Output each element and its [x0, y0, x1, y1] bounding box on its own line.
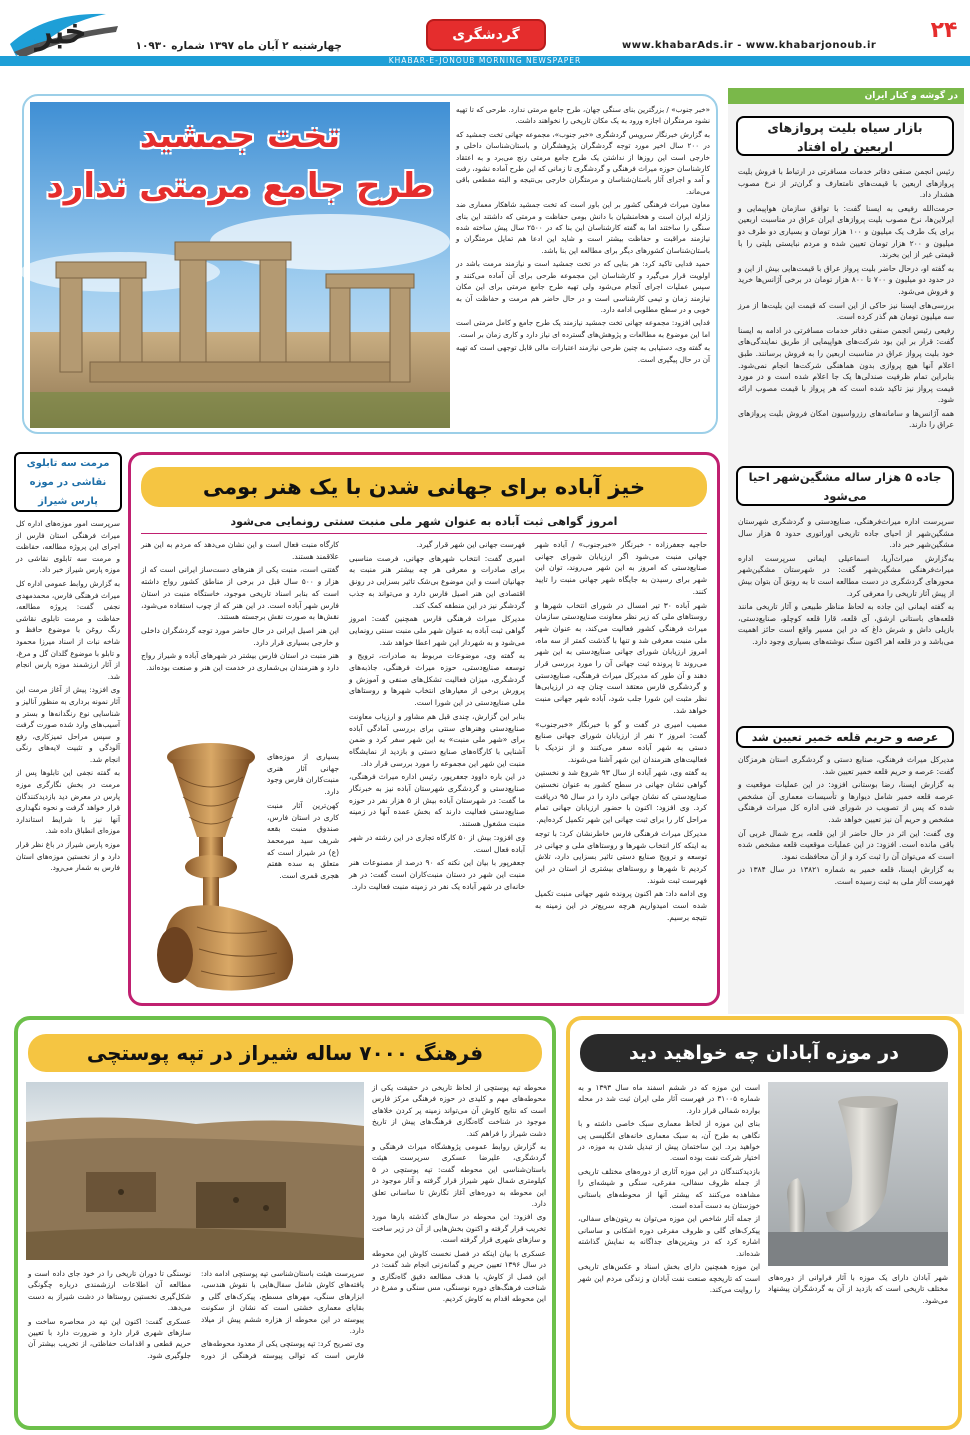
abadeh-paragraph: شهر آباده ۳۰ تیر امسال در شورای انتخاب شهرها و روستاهای ملی که زیر نظر معاونت صنایع‌دستی سازمان میراث فرهنگی کشور فعالیت می‌کند، به عنوان شهر ملی منبت معرفی شد و تنها با گذشت کمتر از سه ماه، امروز ارزیابان شورای جهانی صنایع‌دستی به این شهر می‌روند تا پرونده ثبت جهانی آن را مورد بررسی قرار دهند و آن طور که مدیرکل میراث فرهنگی، صنایع‌دستی و گردشگری فارس معتقد است چنان چه در ارزیابی‌ها نظر مثبت این شورا جلب شود، آباده شهر جهانی منبت خواهد شد.	[535, 600, 707, 715]
abadeh-paragraph: جعفرپور با بیان این نکته که ۹۰ درصد از مصنوعات هنر منبت این شهر در دستان منبت‌کاران است گفت: در هر خانه‌ای در شهر آباده یک نفر در زمینه منبت فعالیت دارد.	[349, 858, 525, 891]
abadan-paragraph: بنای این موزه از لحاظ معماری سبک خاصی داشته و با نگاهی به طرح آن، به سبک معماری خانه‌های انگلیسی پی خواهید برد. این ساختمان پیش از تبدیل شدن به موزه، در اختیار شرکت نفت بوده است.	[578, 1119, 760, 1163]
article2-paragraph: به‌گزارش میراث‌آریا، اسماعیلی ایمانی سرپرست اداره میراث‌فرهنگی مشگین‌شهر گفت: در شهرستان مشگین‌شهر محورهای گردشگری در دست مطالعه است تا به رونق آن بتوان بیش از پیش آثار تاریخی را معرفی کرد.	[738, 553, 954, 598]
abadeh-paragraph: امیری گفت: انتخاب شهرهای جهانی، فرصت مناسبی برای صادرات و معرفی هر چه بیشتر هنر منبت به جهانیان است و این موضوع بی‌شک تاثیر بسزایی در رونق اقتصادی این هنر اصیل فارس دارد و می‌تواند به جذب گردشگر نیز در این منطقه کمک کند.	[349, 553, 525, 610]
abadeh-col-mid	[349, 539, 525, 1001]
poostchi-paragraph: وی افزود: این محوطه در سال‌های گذشته بارها مورد تخریب قرار گرفته و اکنون بخش‌هایی از آن در زیر ساخت و سازهای شهری قرار گرفته است.	[372, 1212, 546, 1245]
article2-title: جاده ۵ هزار ساله مشگین‌شهر احیا می‌شود	[736, 466, 954, 506]
logo-subtext: جنوب	[20, 36, 43, 45]
article3-paragraph: به گزارش ایسنا، قلعه خمیر به شماره ۱۳۸۲۱ در سال ۱۳۸۴ در فهرست آثار ملی به ثبت رسیده است.	[738, 865, 954, 886]
abadeh-subtitle-rule	[141, 533, 707, 534]
article3-title: عرصه و حریم قلعه خمیر تعیین شد	[736, 726, 954, 748]
sidebar-header: در گوشه و کنار ایران	[728, 88, 964, 104]
abadeh-paragraph: کهن‌ترین آثار منبت کاری در استان فارس، صندوق منبت بقعه شریف سید میرمحمد (ع) در شیراز است که متعلق به سده هفتم هجری قمری است.	[267, 800, 339, 881]
abadeh-paragraph: هنر منبت در استان فارس بیشتر در شهرهای آباده و شیراز رواج دارد و هنرمندان بی‌شماری در خدمت این هنر و صنعت بوده‌اند.	[141, 651, 339, 673]
article1-paragraph: رئیس انجمن صنفی دفاتر خدمات مسافرتی در ارتباط با فروش بلیت پروازهای اربعین با قیمت‌های نامتعارف و گران‌تر از نرخ مصوب هشدار داد.	[738, 167, 954, 200]
pars-museum-article	[14, 452, 122, 1014]
abadan-col-right	[578, 1082, 760, 1420]
newspaper-logo	[6, 4, 126, 62]
poostchi-article	[14, 1016, 556, 1430]
persepolis-headline-line1: تخت جمشید	[139, 116, 341, 156]
abadan-paragraph: بازدیدکنندگان در این موزه آثاری از دوره‌های مختلف تاریخی از جمله ظروف سفالی، مفرغی، سنگی و شیشه‌ای را مشاهده می‌کنند که بیشتر آنها از محوطه‌های باستانی خوزستان به دست آمده است.	[578, 1166, 760, 1211]
article2-paragraph: سرپرست اداره میراث‌فرهنگی، صنایع‌دستی و گردشگری شهرستان مشگین‌شهر از احیای جاده تاریخی اوراتوری حدود ۵ هزار سال مشگین‌شهر خبر داد.	[738, 517, 954, 550]
pars-museum-paragraph: سرپرست امور موزه‌های اداره کل میراث فرهنگی استان فارس از اجرای این پروژه مطالعه، حفاظت و مرمت سه تابلوی نقاشی در موزه پارس شیراز خبر داد.	[16, 519, 120, 575]
persepolis-paragraph: «خبر جنوب» / بزرگترین بنای سنگی جهان، طرح جامع مرمتی ندارد. طرحی که تا تهیه نشود مرمتگران اجازه ورود به یک مکان تاریخی را نخواهند داشت.	[456, 105, 710, 126]
abadeh-paragraph: مصیب امیری در گفت و گو با خبرنگار «خبرجنوب» گفت: امروز ۲ نفر از ارزیابان شورای جهانی صنایع دستی به شهر آباده سفر می‌کنند و از نزدیک با فعالیت‌های هنرمندان این شهر آشنا می‌شوند.	[535, 719, 707, 764]
websites: www.khabarAds.ir - www.khabarjonoub.ir	[622, 40, 877, 51]
article1-paragraph: به گفته او، درحال حاضر بلیت پرواز عراق با قیمت‌هایی بیش از این و در حدود دو میلیون و ۷۰۰ تا ۸۰۰ هزار تومان در برخی آژانس‌ها خرید و فروش می‌شود.	[738, 263, 954, 296]
persepolis-paragraph: فدایی افزود: مجموعه جهانی تخت جمشید نیازمند یک طرح جامع و کامل مرمتی است اما این موضوع به مطالعات و پژوهش‌های گسترده ای نیاز دارد و کاری زمان بر است.	[456, 318, 710, 339]
logo-text: خبر	[36, 12, 87, 52]
abadeh-headline: خیز آباده برای جهانی شدن با یک هنر بومی	[141, 467, 707, 507]
article3-paragraph: به گزارش ایسنا، رضا بوستانی افزود: در این عملیات موقعیت و عرصه قلعه خمیر شامل دیوارها و تأسیسات معماری آن مشخص شده که پس از تصویب در شورای فنی اداره کل میراث فرهنگی مشخص و حریم آن نیز تعیین خواهد شد.	[738, 780, 954, 824]
persepolis-paragraph: به گفته وی، دستیابی به چنین طرحی نیازمند اعتبارات مالی قابل توجهی است که تهیه آن در حال پیگیری است.	[456, 343, 710, 364]
abadeh-paragraph: به گفته وی، شهر آباده از سال ۹۳ شروع شد و نخستین گواهی نشان جهانی در سطح کشور به عنوان نخستین صنایع‌دستی که نشان جهانی دارد را در سال ۹۵ دریافت کرد. وی افزود: اکنون با حضور ارزیابان جهانی تمام مراحل کار را برای ثبت جهانی این شهر تکمیل کرده‌ایم.	[535, 768, 708, 825]
tagline-ribbon: KHABAR-E-JONOUB MORNING NEWSPAPER	[0, 56, 970, 66]
article1-paragraph: رفیعی رئیس انجمن صنفی دفاتر خدمات مسافرتی در ادامه به ایسنا گفت: قرار بر این بود شرکت‌های هواپیمایی از طریق نمایندگی‌های خود بلیت پرواز عراق در مناسبت اربعین را به فروش برسانند. طبق اعلام آنها هیچ پروازی بدون هماهنگی شرکت‌ها انجام نمی‌شود. بنابراین تمام ظرفیت صندلی‌ها یک جا اعلام شده است و در مورد قیمت پرواز نیز تاکید شده است که هر پرواز با قیمت مصوب ارائه شود.	[738, 325, 954, 405]
article1-title: بازار سیاه بلیت پروازهای اربعین راه افتاد	[736, 116, 954, 156]
persepolis-paragraph: معاون میراث فرهنگی کشور بر این باور است که تخت جمشید شاهکار معماری ضد زلزله ایران است و هخامنشیان با دانش بومی حفاظت و مرمتی که داشتند این بنای سنگی را ساختند اما به گفته کارشناسان این بنا که در ۲۵۰۰ سال پیش ساخته شده نیازمند مراقبت و حفاظت بیشتر است و شاید این ادعا هم تمایل مرمتگران و باستان‌شناسان کشورهای دیگر برای مطالعه این بنا باشد.	[456, 200, 710, 255]
article3-paragraph: وی گفت: این اثر در حال حاضر از این قلعه، برج شمال غربی آن باقی مانده است. افزود: در این عملیات موقعیت قلعه مشخص شده است که می‌توان آن را ثبت کرد و از آن محافظت نمود.	[738, 828, 954, 861]
persepolis-article	[22, 94, 718, 434]
pars-museum-body	[16, 518, 120, 1012]
abadan-paragraph: شهر آبادان دارای یک موزه با آثار فراوانی از دوره‌های مختلف تاریخی است که بازدید از آن به گردشگران پیشنهاد می‌شود.	[768, 1273, 948, 1305]
poostchi-headline: فرهنگ ۷۰۰۰ ساله شیراز در تپه پوستچی	[28, 1034, 542, 1072]
persepolis-photo	[30, 102, 450, 428]
article1-body	[738, 166, 954, 454]
abadan-headline: در موزه آبادان چه خواهید دید	[580, 1034, 948, 1072]
abadeh-article	[128, 452, 720, 1006]
pars-museum-paragraph: وی افزود: پیش از آغاز مرمت این آثار نمونه برداری به منظور آنالیز و شناسایی نوع رنگدانه‌ها و بستر و آسیب‌های وارد شده صورت گرفت و سپس مراحل تمیزکاری، رفع آلودگی و تثبیت لایه‌های رنگی انجام شد.	[16, 685, 120, 764]
abadeh-paragraph: این هنر اصیل ایرانی در حال حاضر مورد توجه گردشگران داخلی و خارجی بسیاری قرار دارد.	[141, 625, 339, 647]
abadeh-paragraph: وی افزود: بیش از ۵۰ کارگاه تجاری در این رشته در شهر آباده فعال است.	[349, 832, 526, 854]
poostchi-paragraph: به گزارش روابط عمومی پژوهشگاه میراث فرهنگی و گردشگری، علیرضا عسکری سرپرست هیئت باستان‌شناسی این محوطه گفت: تپه پوستچی در ۵ کیلومتری شمال شهر شیراز قرار گرفته و آثار موجود در این محوطه به دوره‌های آغاز نگارش تا ساسانی تعلق دارد.	[372, 1142, 546, 1209]
abadeh-paragraph: به گفته وی، موضوعات مربوط به صادرات، ترویج و توسعه صنایع‌دستی، حوزه میراث فرهنگی، جاذبه‌های گردشگری، میزان فعالیت تشکل‌های صنفی و آموزش و پرورش برخی از معیارهای انتخاب شهرها و روستاهای ملی صنایع‌دستی در این شورا است.	[349, 651, 525, 708]
abadeh-paragraph: کارگاه منبت فعال است و این نشان می‌دهد که مردم به این هنر علاقمند هستند.	[141, 540, 339, 561]
abadeh-paragraph: بنابر این گزارش، چندی قبل هم مشاور و ارزیاب معاونت صنایع‌دستی وهنرهای سنتی برای بررسی آمادگی آباده برای «شهر ملی منبت» به این شهر سفر کرد و ضمن آشنایی با کارگاه‌های صنایع دستی و بازدید از نمایشگاه منبت این شهر این مجموعه را مورد بررسی قرار داد.	[349, 711, 525, 768]
poostchi-col-right	[372, 1082, 546, 1420]
poostchi-paragraph: وی تصریح کرد: تپه پوستچی یکی از معدود محوطه‌های فارس است که توالی پیوسته فرهنگی از دوره نوسنگی تا دوران تاریخی را در خود جای داده است و مطالعه آن اطلاعات ارزشمندی درباره چگونگی شکل‌گیری نخستین روستاها در دشت شیراز به دست می‌دهد.	[28, 1269, 364, 1360]
article3-paragraph: مدیرکل میراث فرهنگی، صنایع دستی و گردشگری استان هرمزگان گفت: عرصه و حریم قلعه خمیر تعیین شد.	[738, 755, 954, 776]
poostchi-paragraph: محوطه تپه پوستچی از لحاظ تاریخی در حقیقت یکی از محوطه‌های مهم و کلیدی در حوزه فرهنگی مرکز فارس است که نتایج کاوش آن می‌تواند زمینه پر کردن خلا‌های موجود در شناخت گاه‌نگاری فرهنگ‌های پیش از تاریخ دشت شیراز را فراهم کند.	[372, 1083, 546, 1138]
poostchi-col-left	[28, 1268, 364, 1420]
abadan-paragraph: است این موزه که در ششم اسفند ماه سال ۱۳۹۳ و به شماره ۳۱۰۰۵ در فهرست آثار ملی ایران ثبت شد در محله بوارده شمالی قرار دارد.	[578, 1083, 760, 1115]
pars-museum-paragraph: به گفته نجفی این تابلوها پس از مرمت در بخش نگارگری موزه پارس در معرض دید بازدیدکنندگان قرار خواهد گرفت و نحوه نگهداری آنها نیز با شرایط استاندارد موزه‌ای انطباق داده شد.	[16, 768, 120, 836]
article1-paragraph: حرمت‌الله رفیعی به ایسنا گفت: با توافق سازمان هواپیمایی و ایرلاین‌ها، نرخ مصوب بلیت پروازهای ایران عراق در مناسبت اربعین برای یک طرف یک میلیون و ۱۰۰ هزار تومان و بسیاری دو طرف دو میلیون و ۲۰۰ هزار تومان تعیین شده و مردم نبایستی بلیتی را با قیمتی غیر از این بخرند.	[738, 203, 954, 260]
article1-paragraph: بررسی‌های ایسنا نیز حاکی از این است که قیمت این بلیت‌ها از مرز سه میلیون تومان هم گذر کرده است.	[738, 300, 954, 322]
pars-museum-paragraph: به گزارش روابط عمومی اداره کل میراث فرهنگی فارس، محمدمهدی نجفی گفت: پروژه مطالعه، حفاظت و مرمت تابلوی نقاشی رنگ روغن با موضوع حافظ و شاخه نبات از اسناد میرزا محمود و تابلو با موضوع گلدان گل و مرغ، از آثار ارزشمند موزه پارس انجام شد.	[16, 578, 120, 681]
issue-date: چهارشنبه ۲ آبان ماه ۱۳۹۷ شماره ۱۰۹۳۰	[135, 40, 342, 52]
abadeh-paragraph: گفتنی است، منبت یکی از هنرهای دست‌ساز ایرانی است که از هزار و ۵۰۰ سال قبل در برخی از مناطق کشور رواج داشته است که بنابر اسناد تاریخی موجود، خاستگاه منبت در استان فارس شهر آباده است. در این هنر که از چوب استفاده می‌شود، نقش‌ها به صورت نقش برجسته هستند.	[141, 565, 339, 622]
persepolis-body	[456, 104, 710, 428]
abadan-col-left	[768, 1272, 948, 1420]
pars-museum-title: مرمت سه تابلوی نقاشی در موزه پارس شیراز	[14, 452, 122, 512]
abadan-paragraph: این موزه همچنین دارای بخش اسناد و عکس‌های تاریخی است که تاریخچه صنعت نفت آبادان و زندگی مردم این شهر را روایت می‌کند.	[578, 1262, 760, 1294]
persepolis-paragraph: به گزارش خبرنگار سرویس گردشگری «خبر جنوب»، مجموعه جهانی تخت جمشید که در ۲۰۰ سال اخیر مورد توجه گردشگران پژوهشگران و باستان‌شناسان داخلی و خارجی است این روزها از نداشتن یک طرح جامع مرمتی رنج می‌برد و به اعتقاد کارشناسان حوزه میراث فرهنگی و گردشگری تا زمانی که این طرح آماده نشود، رفت و آمد و اجرای آثار باستان‌شناسان و مرمتگران خارجی بی‌نتیجه و البته مقطعی باقی می‌ماند.	[456, 129, 710, 196]
poostchi-paragraph: سرپرست هیئت باستان‌شناسی تپه پوستچی ادامه داد: یافته‌های کاوش شامل سفال‌هایی با نقوش هندسی، ابزارهای سنگی، مهرهای مسطح، پیکرک‌های گلی و بقایای معماری خشتی است که نشان از سکونت پیوسته در این محوطه از هزاره ششم پیش از میلاد دارد.	[201, 1269, 364, 1336]
section-label: گردشگری	[426, 19, 546, 51]
pars-museum-paragraph: موزه پارس شیراز در باغ نظر قرار دارد و از نخستین موزه‌های استان فارس به شمار می‌رود.	[15, 840, 120, 873]
poostchi-photo	[26, 1082, 364, 1260]
abadeh-paragraph: حاجیه جعفرزاده - خبرنگار «خبرجنوب» / آباده شهر جهانی منبت می‌شود اگر ارزیابان شورای جهانی صنایع‌دستی که امروز به این شهر می‌روند، توان این شهر برای رسیدن به جایگاه شهر جهانی منبت را تایید کنند.	[535, 540, 707, 596]
abadeh-col-right	[535, 539, 707, 1001]
page-number: ۲۴	[930, 18, 958, 43]
right-sidebar	[728, 88, 964, 1014]
carved-vase-image	[127, 717, 307, 1007]
abadeh-paragraph: مدیرکل میراث فرهنگی فارس خاطرنشان کرد: با توجه به اینکه کار انتخاب شهرها و روستاهای ملی و جهانی در توسعه و ترویج صنایع دستی تاثیر بسزایی دارد، تلاش کردیم تا شهرها و روستاهای بیشتری از استان در این فهرست ثبت شوند.	[535, 828, 707, 885]
abadeh-paragraph: فهرست جهانی این شهر قرار گیرد.	[416, 540, 525, 549]
masthead	[0, 0, 970, 70]
persepolis-paragraph: حمید فدایی تاکید کرد: هر بنایی که در تخت جمشید است و نیازمند مرمت باشد در اولویت قرار می‌گیرد و کارشناسان این مجموعه طرحی برای آن آماده می‌کنند و سپس عملیات اجرای آنجام می‌شود ولی تهیه طرح جامع مرمتی برای این مکان نیازمند زمان و تیمی کارشناسی است و در حال حاضر هم مرمت و حفاظت آن به خوبی و در سطح مطلوبی ادامه دارد.	[456, 259, 710, 314]
poostchi-paragraph: عسکری گفت: اکنون این تپه در محاصره ساخت و سازهای شهری قرار دارد و ضرورت دارد با تعیین حریم قطعی و اقدامات حفاظتی، از تخریب بیشتر آن جلوگیری شود.	[28, 1316, 191, 1360]
abadeh-paragraph: بسیاری از موزه‌های جهانی آثار هنری منبت‌کاران فارس وجود دارد.	[267, 752, 339, 797]
excavation-site-image	[26, 1082, 364, 1260]
abadan-paragraph: از جمله آثار شاخص این موزه می‌توان به ریتون‌های سفالی، پیکرک‌های گلی و ظروف مفرغی دوره اشکانی و ساسانی اشاره کرد که در ویترین‌های جداگانه به نمایش گذاشته شده‌اند.	[578, 1214, 760, 1258]
abadeh-paragraph: وی ادامه داد: هم اکنون پرونده شهر جهانی منبت تکمیل شده است امیدواریم هرچه سریع‌تر در این زمینه به نتیجه برسیم.	[535, 889, 707, 922]
persepolis-headline-line2: طرح جامع مرمتی ندارد	[46, 166, 434, 206]
abadeh-subtitle: امروز گواهی ثبت آباده به عنوان شهر ملی منبت سنتی رونمایی می‌شود	[230, 515, 618, 528]
article2-body	[738, 516, 954, 722]
article1-paragraph: همه آژانس‌ها و سامانه‌های رزرواسیون امکان فروش بلیت پروازهای عراق را دارند.	[738, 408, 954, 430]
abadan-photo	[768, 1082, 948, 1266]
rhyton-artifact-image	[768, 1082, 948, 1266]
article3-body	[738, 754, 954, 1006]
abadeh-paragraph: در این باره داوود جعفرپور، رئیس اداره میراث فرهنگی، صنایع‌دستی و گردشگری شهرستان آباده نیز به خبرنگار ما گفت: در شهرستان آباده بیش از ۵ هزار نفر در حوزه صنایع‌دستی فعالیت دارند که بخش عمده آنها در زمینه منبت مشغول هستند.	[349, 772, 525, 829]
carved-wood-photo	[127, 717, 307, 1007]
article2-paragraph: به گفته ایمانی این جاده به لحاظ مناظر طبیعی و آثار تاریخی مانند قلعه‌های باستانی ارشق، آی قلعه، قارا قلعه کوچلو، صنایع‌دستی، بازیلی داش و شرش داغ که در این مسیر واقع است حائز اهمیت می‌باشد و در قلعه اهر اکنون سنگ نوشته‌های بسیاری وجود دارد.	[738, 602, 954, 646]
abadan-museum-article	[566, 1016, 962, 1430]
poostchi-paragraph: عسکری با بیان اینکه در فصل نخست کاوش این محوطه در سال ۱۳۹۶ تعیین حریم و گمانه‌زنی انجام شد گفت: در این فصل از کاوش، با هدف مطالعه دقیق گاه‌نگاری و شناخت فرهنگ‌های دوره نوسنگی، مس سنگی و مفرغ در این محوطه اقدام به کاوش کردیم.	[372, 1248, 546, 1304]
abadeh-paragraph: مدیرکل میراث فرهنگی فارس همچنین گفت: امروز گواهی ثبت آباده به عنوان شهر ملی منبت سنتی رونمایی می‌شود و به شهردار این شهر اعطا خواهد شد.	[349, 614, 525, 647]
